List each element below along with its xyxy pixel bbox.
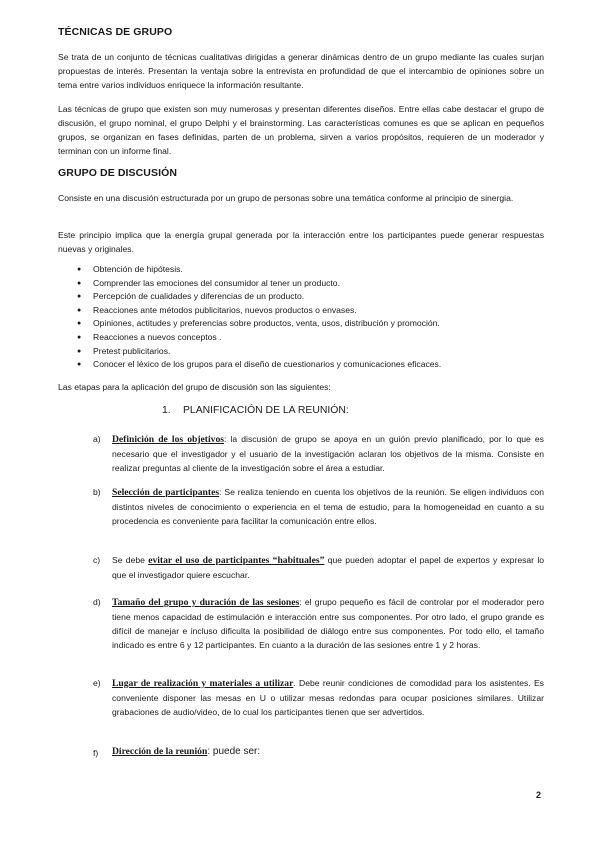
step-title: PLANIFICACIÓN DE LA REUNIÓN: — [183, 405, 349, 416]
list-item: ● Reacciones ante métodos publicitarios, nuevos productos o envases. — [58, 304, 538, 318]
item-letter-c: c) — [93, 555, 101, 565]
item-habituales — [112, 553, 544, 582]
page-number: 2 — [536, 790, 542, 800]
bullet-icon: ● — [77, 306, 82, 314]
bullet-icon: ● — [77, 279, 82, 287]
list-item: ● Pretest publicitarios. — [58, 345, 538, 359]
list-item: ● Opiniones, actitudes y preferencias sobre productos, venta, usos, distribución y promoción. — [58, 317, 538, 331]
item-text: que pueden adoptar el papel de expertos y expresar lo que el investigador quiere escuchar. — [112, 555, 545, 580]
item-text: : la discusión de grupo se apoya en un guión previo planificado, por lo que es necesario que el investigador y el usuario de la investigación aclaran los objetivos de la misma. Consiste en realizar preguntas al cliente de la investigación sobre el área a estudiar. — [112, 434, 544, 473]
item-text: . Debe reunir condiciones de comodidad para los asistentes. Es conveniente disponer las mesas en U o utilizar mesas redondas para ocupar posiciones similares. Utilizar grabaciones de audio/video, de lo cual los participantes tienen que ser advertidos. — [112, 678, 544, 717]
paragraph-tecnicas: Las técnicas de grupo que existen son muy numerosas y presentan diferentes diseños. Entre ellas cabe destacar el grupo de discusión, el grupo nominal, el grupo Delphi y el brainstorming. Las características comunes es que se aplican en pequeños grupos, se organizan en fases definidas, parten de un problema, sirven a varios propósitos, requieren de un moderador y terminan con un informe final. — [58, 104, 544, 156]
bullet-icon: ● — [77, 347, 82, 355]
item-title: Lugar de realización y materiales a utilizar — [112, 678, 294, 689]
list-item: ● Percepción de cualidades y diferencias de un producto. — [58, 290, 538, 304]
item-pre: Se debe — [112, 555, 149, 565]
item-direccion — [112, 745, 544, 759]
item-title: Selección de participantes — [112, 487, 220, 498]
paragraph-etapas: Las etapas para la aplicación del grupo de discusión son las siguientes: — [58, 382, 331, 392]
list-item: ● Comprender las emociones del consumidor al tener un producto. — [58, 277, 538, 291]
item-text: : el grupo pequeño es fácil de controlar por el moderador pero tiene menos capacidad de estimulación e interacción entre sus componentes. Por otro lado, el grupo grande es difícil de manejar e incluso dificulta la posibilidad de diálogo entre sus componentes. Por todo ello, el tamaño indicado es entre 6 y 12 participantes. En cuanto a la duración de las sesiones entre 1 y 2 horas. — [112, 597, 544, 650]
list-item: ● Conocer el léxico de los grupos para el diseño de cuestionarios y comunicaciones eficaces. — [58, 358, 538, 372]
item-letter-e: e) — [93, 678, 101, 688]
paragraph-principio: Este principio implica que la energía grupal generada por la interacción entre los participantes puede generar respuestas nuevas y originales. — [58, 230, 544, 254]
item-text: : puede ser: — [207, 746, 261, 757]
list-item: ● Obtención de hipótesis. — [58, 263, 538, 277]
item-lugar — [112, 676, 544, 719]
item-letter-d: d) — [93, 597, 101, 607]
item-objetivos — [112, 432, 544, 475]
bullet-icon: ● — [77, 266, 82, 273]
heading-tecnicas-de-grupo: TÉCNICAS DE GRUPO — [58, 26, 173, 38]
list-item: ● Reacciones a nuevos conceptos . — [58, 331, 538, 345]
item-title: Definición de los objetivos — [112, 434, 224, 445]
item-letter-a: a) — [93, 434, 101, 444]
bullet-icon: ● — [77, 361, 82, 369]
heading-grupo-de-discusion: GRUPO DE DISCUSIÓN — [58, 167, 178, 179]
item-title: evitar el uso de participantes “habituales” — [148, 555, 325, 566]
bullet-list-usos — [58, 263, 538, 372]
paragraph-intro: Se trata de un conjunto de técnicas cualitativas dirigidas a generar dinámicas dentro de un grupo mediante las cuales surjan propuestas de interés. Presentan la ventaja sobre la entrevista en profundidad de que el intercambio de opiniones sobre un tema entre varios individuos enriquece la información resultante. — [58, 52, 544, 90]
step-number: 1. — [162, 405, 171, 416]
bullet-icon: ● — [77, 320, 82, 328]
bullet-icon: ● — [77, 333, 82, 341]
item-title: Tamaño del grupo y duración de las sesiones — [112, 597, 300, 608]
bullet-icon: ● — [77, 293, 82, 301]
item-title: Dirección de la reunión — [112, 746, 208, 757]
item-text: : Se realiza teniendo en cuenta los objetivos de la reunión. Se eligen individuos con distintos niveles de conocimiento o experiencia en el tema de estudio, para la homogeneidad en cuanto a su procedencia es conveniente para facilitar la comunicación entre ellos. — [112, 487, 544, 526]
item-letter-f: f) — [93, 748, 99, 758]
item-participantes — [112, 485, 544, 528]
paragraph-definicion: Consiste en una discusión estructurada por un grupo de personas sobre una temática conforme al principio de sinergia. — [58, 193, 514, 203]
item-tamano — [112, 595, 544, 652]
item-letter-b: b) — [93, 487, 101, 497]
